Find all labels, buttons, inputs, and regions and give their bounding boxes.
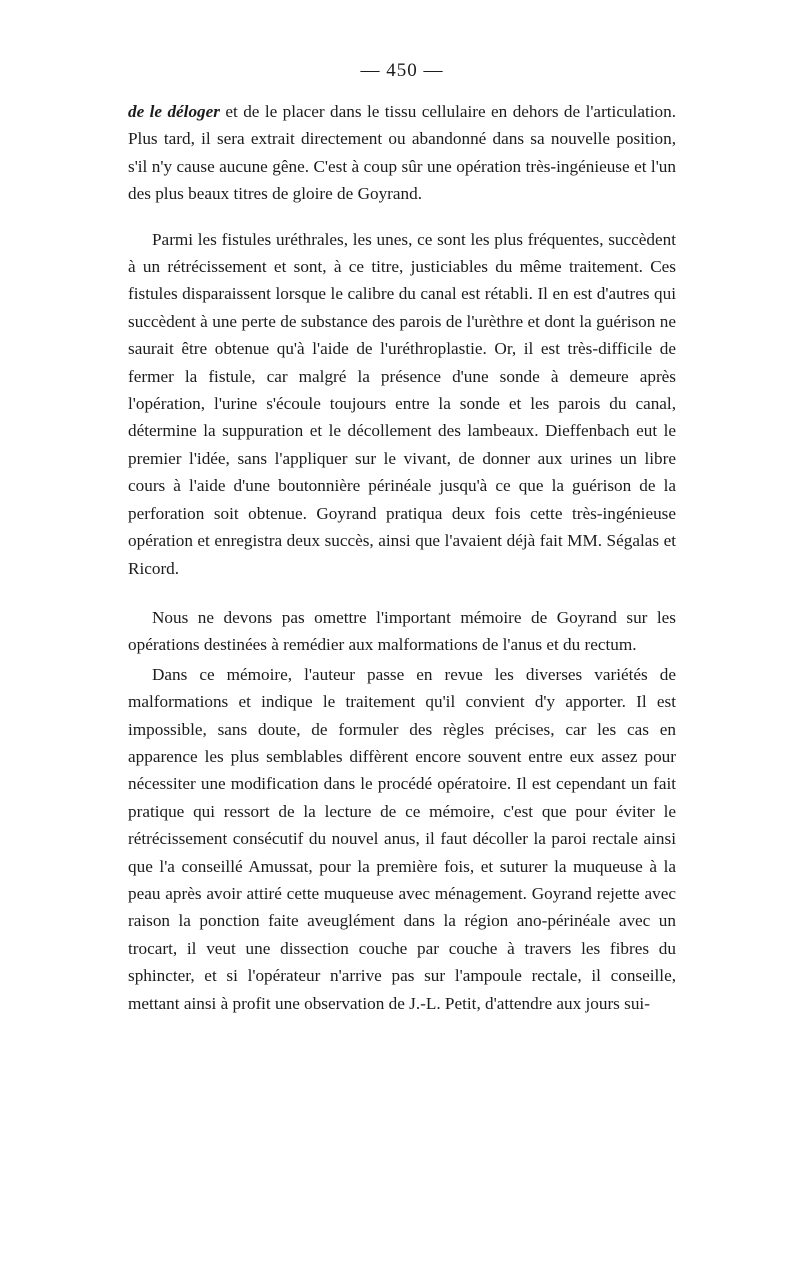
paragraph-1-text: et de le placer dans le tissu cellulaire en dehors de l'articulation. Plus tard, il sera extrait directement ou abandonné dans sa nouvelle position, s'il n'y cause aucune gêne. C'est à coup sûr une opération très-ingénieuse et l'un des plus beaux titres de gloire de Goyrand. <box>128 102 676 204</box>
book-page <box>128 58 676 1017</box>
paragraph-4: Dans ce mémoire, l'auteur passe en revue les diverses variétés de malformations et indique le traitement qu'il convient d'y apporter. Il est impossible, sans doute, de formuler des règles précises, car les cas en apparence les plus semblables diffèrent encore souvent entre eux assez pour nécessiter une modification dans le procédé opératoire. Il est cependant un fait pratique qui ressort de la lecture de ce mémoire, c'est que pour éviter le rétrécissement consécutif du nouvel anus, il faut décoller la paroi rectale ainsi que l'a conseillé Amussat, pour la première fois, et suturer la muqueuse à la peau après avoir attiré cette muqueuse avec ménagement. Goyrand rejette avec raison la ponction faite aveuglément dans la région ano-périnéale avec un trocart, il veut une dissection couche par couche à travers les fibres du sphincter, et si l'opérateur n'arrive pas sur l'ampoule rectale, il conseille, mettant ainsi à profit une observation de J.-L. Petit, d'attendre aux jours sui- <box>128 664 676 1013</box>
paragraph-1 <box>128 98 676 208</box>
paragraph-1-italic-lead: de le déloger <box>128 102 220 121</box>
paragraph-3: Nous ne devons pas omettre l'important mémoire de Goyrand sur les opérations destinées à remédier aux malformations de l'anus et du rectum. <box>128 607 676 655</box>
paragraph-gap <box>128 582 676 604</box>
paragraph-2: Parmi les fistules uréthrales, les unes, ce sont les plus fréquentes, succèdent à un rétrécissement et sont, à ce titre, justiciables du même traitement. Ces fistules disparaissent lorsque le calibre du canal est rétabli. Il en est d'autres qui succèdent à une perte de substance des parois de l'urèthre et dont la guérison ne saurait être obtenue qu'à l'aide de l'uréthroplastie. Or, il est très-difficile de fermer la fistule, car malgré la présence d'une sonde à demeure après l'opération, l'urine s'écoule toujours entre la sonde et les parois du canal, détermine la suppuration et le décollement des lambeaux. Dieffenbach eut le premier l'idée, sans l'appliquer sur le vivant, de donner aux urines un libre cours à l'aide d'une boutonnière périnéale jusqu'à ce que la guérison de la perforation soit obtenue. Goyrand pratiqua deux fois cette très-ingénieuse opération et enregistra deux succès, ainsi que l'avaient déjà fait MM. Ségalas et Ricord. <box>128 229 676 578</box>
paragraph-gap <box>128 208 676 226</box>
page-number: — 450 — <box>360 60 444 81</box>
